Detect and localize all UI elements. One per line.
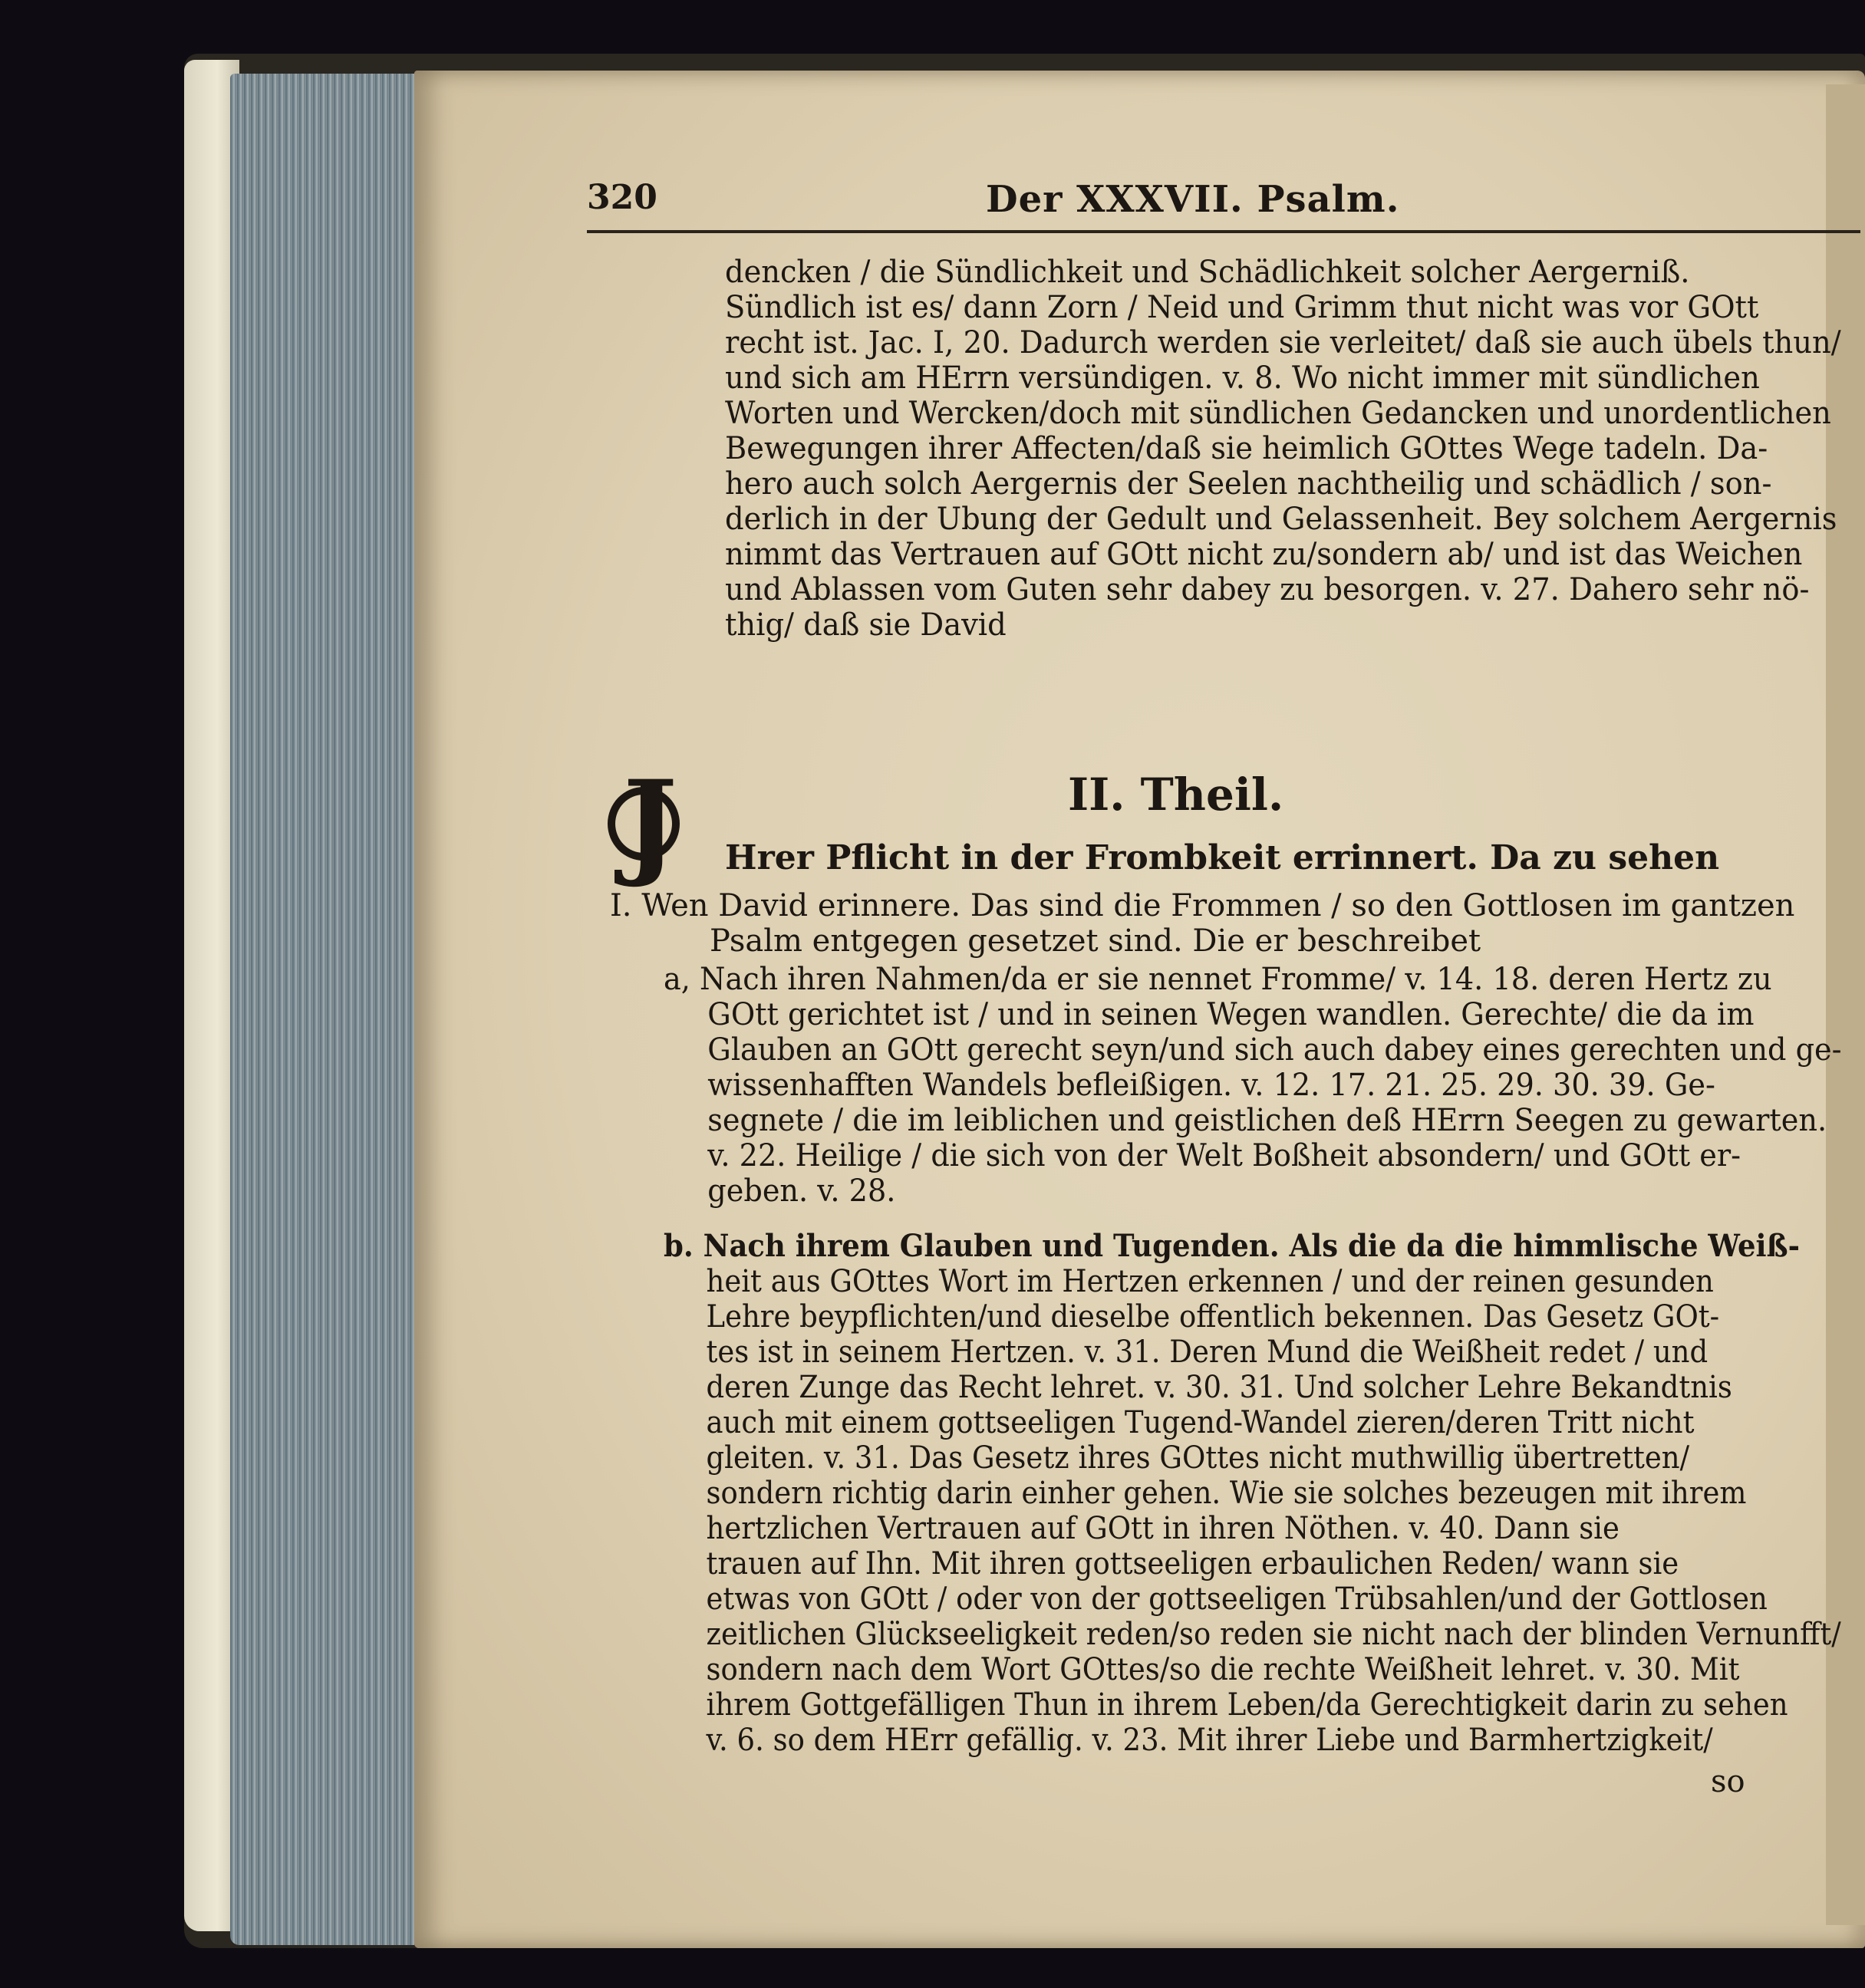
text-line: heit aus GOttes Wort im Hertzen erkennen / und der reinen gesunden <box>706 1264 1714 1299</box>
initial-letter: J <box>623 755 677 890</box>
text-line: deren Zunge das Recht lehret. v. 30. 31. Und solcher Lehre Bekandtnis <box>706 1370 1732 1405</box>
text-line: und Ablassen vom Guten sehr dabey zu besorgen. v. 27. Dahero sehr nö- <box>725 572 1810 607</box>
text-line: geben. v. 28. <box>707 1173 896 1209</box>
text-line: b. Nach ihrem Glauben und Tugenden. Als die da die himmlische Weiß- <box>664 1228 1801 1264</box>
section-heading: II. Theil. <box>1068 769 1284 821</box>
point-b <box>664 1229 1841 1758</box>
text-line: etwas von GOtt / oder von der gottseeligen Trübsahlen/und der Gottlosen <box>706 1582 1768 1617</box>
text-line: und sich am HErrn versündigen. v. 8. Wo nicht immer mit sündlichen <box>725 360 1760 396</box>
text-line: v. 22. Heilige / die sich von der Welt Boßheit absondern/ und GOtt er- <box>707 1138 1741 1173</box>
text-line: sondern nach dem Wort GOttes/so die rechte Weißheit lehret. v. 30. Mit <box>706 1652 1740 1687</box>
text-line: Glauben an GOtt gerecht seyn/und sich auch dabey eines gerechten und ge- <box>707 1032 1842 1068</box>
header-rule <box>587 230 1860 233</box>
text-line: segnete / die im leiblichen und geistlichen deß HErrn Seegen zu gewarten. <box>707 1103 1827 1138</box>
point-1 <box>610 888 1794 959</box>
text-line: hero auch solch Aergernis der Seelen nachtheilig und schädlich / son- <box>725 466 1772 502</box>
text-line: v. 6. so dem HErr gefällig. v. 23. Mit ihrer Liebe und Barmhertzigkeit/ <box>706 1723 1713 1758</box>
catchword <box>1711 1764 1745 1799</box>
text-line: Psalm entgegen gesetzet sind. Die er beschreibet <box>710 923 1481 959</box>
text-line: hertzlichen Vertrauen auf GOtt in ihren Nöthen. v. 40. Dann sie <box>706 1511 1620 1546</box>
text-line: auch mit einem gottseeligen Tugend-Wandel zieren/deren Tritt nicht <box>706 1405 1695 1440</box>
text-line: zeitlichen Glückseeligkeit reden/so reden sie nicht nach der blinden Vernunfft/ <box>706 1617 1841 1652</box>
text-line: I. Wen David erinnere. Das sind die Frommen / so den Gottlosen im gantzen <box>610 888 1795 923</box>
text-line: ihrem Gottgefälligen Thun in ihrem Leben/da Gerechtigkeit darin zu sehen <box>706 1687 1788 1723</box>
text-line: recht ist. Jac. I, 20. Dadurch werden sie verleitet/ daß sie auch übels thun/ <box>725 325 1841 360</box>
lead-line <box>725 838 1720 877</box>
text-line: nimmt das Vertrauen auf GOtt nicht zu/sondern ab/ und ist das Weichen <box>725 537 1803 572</box>
intro-paragraph <box>725 255 1841 643</box>
text-line: wissenhafften Wandels befleißigen. v. 12. 17. 21. 25. 29. 30. 39. Ge- <box>707 1068 1715 1103</box>
text-line: sondern richtig darin einher gehen. Wie sie solches bezeugen mit ihrem <box>706 1476 1747 1511</box>
text-line: Worten und Wercken/doch mit sündlichen Gedancken und unordentlichen <box>725 396 1831 431</box>
text-line: tes ist in seinem Hertzen. v. 31. Deren Mund die Weißheit redet / und <box>706 1335 1708 1370</box>
page-header <box>587 178 1722 224</box>
text-line: dencken / die Sündlichkeit und Schädlichkeit solcher Aergerniß. <box>725 255 1690 290</box>
text-line: GOtt gerichtet ist / und in seinen Wegen wandlen. Gerechte/ die da im <box>707 997 1755 1032</box>
running-title: Der XXXVII. Psalm. <box>986 178 1400 221</box>
decorated-initial <box>608 755 721 890</box>
text-line: a, Nach ihren Nahmen/da er sie nennet Fromme/ v. 14. 18. deren Hertz zu <box>664 962 1772 997</box>
text-line: Bewegungen ihrer Affecten/daß sie heimlich GOttes Wege tadeln. Da- <box>725 431 1768 466</box>
catchword-text: so <box>1711 1764 1745 1799</box>
text-line: trauen auf Ihn. Mit ihren gottseeligen erbaulichen Reden/ wann sie <box>706 1546 1679 1582</box>
text-line: Sündlich ist es/ dann Zorn / Neid und Grimm thut nicht was vor GOtt <box>725 290 1759 325</box>
page-block-edges <box>230 74 414 1945</box>
text-line: gleiten. v. 31. Das Gesetz ihres GOttes nicht muthwillig übertretten/ <box>706 1440 1690 1476</box>
page-number: 320 <box>587 178 657 217</box>
point-a <box>664 962 1842 1209</box>
page-content <box>414 71 1865 1948</box>
text-line: thig/ daß sie David <box>725 607 1007 643</box>
text-line: Hrer Pflicht in der Frombkeit errinnert. Da zu sehen <box>725 838 1720 877</box>
text-line: Lehre beypflichten/und dieselbe offentlich bekennen. Das Gesetz GOt- <box>706 1299 1720 1335</box>
text-line: derlich in der Ubung der Gedult und Gelassenheit. Bey solchem Aergernis <box>725 502 1837 537</box>
